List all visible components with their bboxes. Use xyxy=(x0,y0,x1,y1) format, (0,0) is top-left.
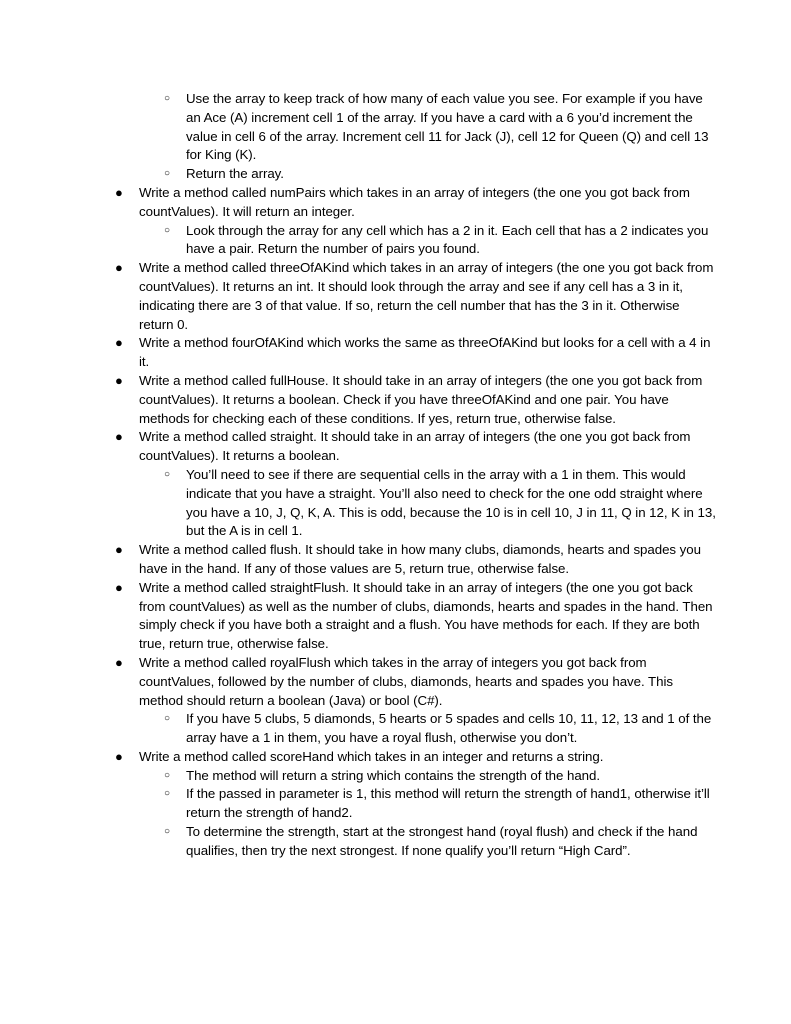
list-item xyxy=(164,823,716,861)
hollow-circle-bullet-icon: ○ xyxy=(164,468,170,480)
filled-circle-bullet-icon: ● xyxy=(115,184,123,200)
filled-circle-bullet-icon: ● xyxy=(115,542,123,558)
list-item xyxy=(164,90,716,165)
list-item-text: If you have 5 clubs, 5 diamonds, 5 hearts or 5 spades and cells 10, 11, 12, 13 and 1 of the array have a 1 in them, you have a royal flush, otherwise you don’t. xyxy=(186,711,712,746)
document-page xyxy=(0,90,791,861)
list-item-text: Write a method called royalFlush which takes in the array of integers you got back from countValues, followed by the number of clubs, diamonds, hearts and spades you have. This method should return a boolean (Java) or bool (C#). xyxy=(139,654,673,708)
hollow-circle-bullet-icon: ○ xyxy=(164,769,170,781)
list-item xyxy=(115,372,714,428)
list-item xyxy=(164,466,716,541)
hollow-circle-bullet-icon: ○ xyxy=(164,713,170,725)
filled-circle-bullet-icon: ● xyxy=(115,654,123,670)
list-item xyxy=(115,334,714,372)
hollow-circle-bullet-icon: ○ xyxy=(164,224,170,236)
list-item-text: Write a method called flush. It should take in how many clubs, diamonds, hearts and spades you have in the hand. If any of those values are 5, return true, otherwise false. xyxy=(139,542,701,576)
list-item-text: Write a method called straight. It should take in an array of integers (the one you got back from countValues). It returns a boolean. xyxy=(139,429,691,464)
list-item-text: Write a method called fullHouse. It should take in an array of integers (the one you got back from countValues). It returns a boolean. Check if you have threeOfAKind and one pair. You have methods for checking each of these conditions. If yes, return true, otherwise false. xyxy=(139,372,703,426)
list-item xyxy=(164,767,716,786)
list-item-text: Write a method called threeOfAKind which takes in an array of integers (the one you got back from countValues). It returns an int. It should look through the array and see if any cell has a 3 in it, indicating there are 3 of that value. If so, return the cell number that has the 3 in it. Otherwise return 0. xyxy=(139,260,714,332)
list-item-text: Write a method called numPairs which takes in an array of integers (the one you got back from countValues). It will return an integer. xyxy=(139,184,690,219)
list-item-text: Write a method fourOfAKind which works the same as threeOfAKind but looks for a cell with a 4 in it. xyxy=(139,335,711,370)
list-item xyxy=(115,428,714,466)
list-item xyxy=(115,184,714,222)
list-item-text: Look through the array for any cell which has a 2 in it. Each cell that has a 2 indicates you have a pair. Return the number of pairs you found. xyxy=(186,222,709,257)
list-item-text: Write a method called straightFlush. It should take in an array of integers (the one you got back from countValues) as well as the number of clubs, diamonds, hearts and spades in the hand. Then simply check if you have both a straight and a flush. You have methods for each. If they are both true, return true, otherwise false. xyxy=(139,579,713,652)
filled-circle-bullet-icon: ● xyxy=(115,579,123,595)
list-item-text: The method will return a string which contains the strength of the hand. xyxy=(186,767,601,783)
filled-circle-bullet-icon: ● xyxy=(115,372,123,388)
list-item-text: Return the array. xyxy=(186,166,284,182)
list-item xyxy=(115,579,714,654)
list-item xyxy=(115,748,714,767)
list-item xyxy=(164,165,716,184)
hollow-circle-bullet-icon: ○ xyxy=(164,93,170,104)
list-item-text: To determine the strength, start at the strongest hand (royal flush) and check if the hand qualifies, then try the next strongest. If none qualify you’ll return “High Card”. xyxy=(186,824,698,858)
list-item xyxy=(164,710,716,748)
filled-circle-bullet-icon: ● xyxy=(115,429,123,445)
list-item-text: Use the array to keep track of how many of each value you see. For example if you have an Ace (A) increment cell 1 of the array. If you have a card with a 6 you’d increment the value in cell 6 of the array. Increment cell 11 for Jack (J), cell 12 for Queen (Q) and cell 13 for King (K). xyxy=(186,91,709,163)
hollow-circle-bullet-icon: ○ xyxy=(164,168,170,180)
list-item xyxy=(115,654,714,710)
filled-circle-bullet-icon: ● xyxy=(115,335,123,351)
list-item-text: You’ll need to see if there are sequential cells in the array with a 1 in them. This would indicate that you have a straight. You’ll also need to check for the one odd straight where you have a 10, J, Q, K, A. This is odd, because the 10 is in cell 10, J in 11, Q in 12, K in 13, but the A is in cell 1. xyxy=(186,466,716,539)
list-item xyxy=(164,222,716,260)
filled-circle-bullet-icon: ● xyxy=(115,748,123,764)
hollow-circle-bullet-icon: ○ xyxy=(164,826,170,838)
list-item xyxy=(164,785,716,823)
filled-circle-bullet-icon: ● xyxy=(115,260,123,276)
list-item-text: Write a method called scoreHand which takes in an integer and returns a string. xyxy=(139,748,604,764)
list-item-text: If the passed in parameter is 1, this method will return the strength of hand1, otherwise it’ll return the strength of hand2. xyxy=(186,786,710,821)
hollow-circle-bullet-icon: ○ xyxy=(164,788,170,800)
list-item xyxy=(115,541,714,579)
list-item xyxy=(115,259,714,334)
